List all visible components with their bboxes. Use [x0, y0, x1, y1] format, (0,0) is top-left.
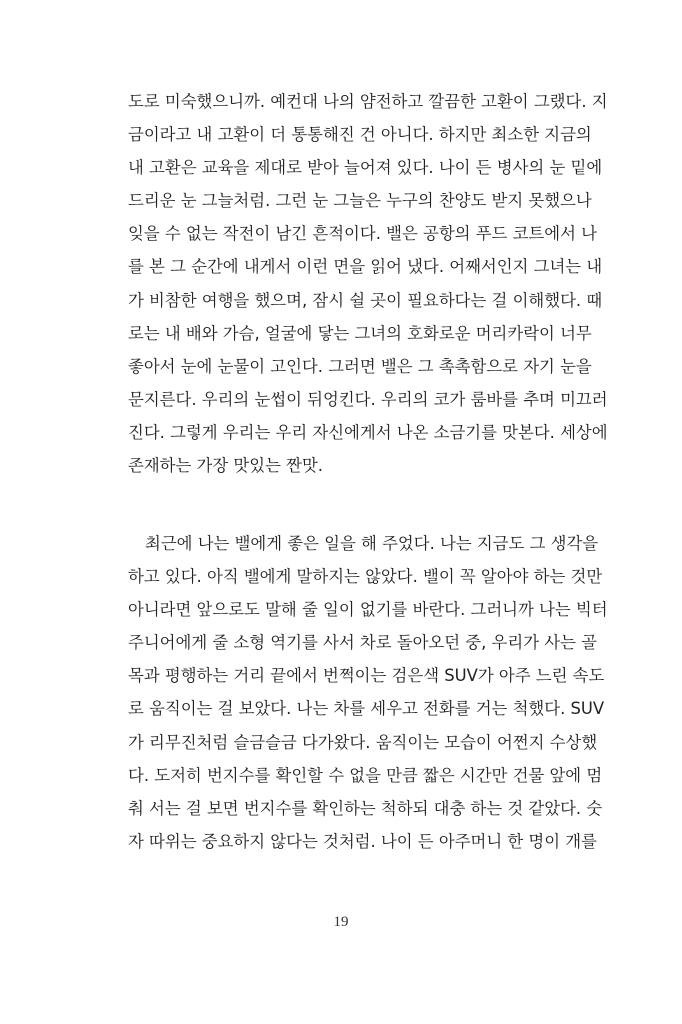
text-line: 가 리무진처럼 슬금슬금 다가왔다. 움직이는 모습이 어쩐지 수상했 [128, 732, 598, 752]
text-line: 로는 내 배와 가슴, 얼굴에 닿는 그녀의 호화로운 머리카락이 너무 [128, 323, 592, 343]
text-line: 좋아서 눈에 눈물이 고인다. 그러면 밸은 그 촉촉함으로 자기 눈을 [128, 356, 592, 376]
text-line: 내 고환은 교육을 제대로 받아 늘어져 있다. 나이 든 병사의 눈 밑에 [128, 158, 603, 178]
page-number: 19 [333, 914, 349, 930]
text-line: 를 본 그 순간에 내게서 이런 면을 읽어 냈다. 어째서인지 그녀는 내 [128, 257, 603, 277]
text-line: 존재하는 가장 맛있는 짠맛. [128, 456, 324, 476]
text-line: 아니라면 앞으로도 말해 줄 일이 없기를 바란다. 그러니까 나는 빅터 [128, 600, 608, 620]
text-line: 목과 평행하는 거리 끝에서 번쩍이는 검은색 SUV가 아주 느린 속도 [128, 666, 605, 686]
text-line: 주니어에게 줄 소형 역기를 사서 차로 돌아오던 중, 우리가 사는 골 [128, 633, 597, 653]
paragraph-1 [128, 85, 608, 482]
text-line: 자 따위는 중요하지 않다는 것처럼. 나이 든 아주머니 한 명이 개를 [128, 831, 597, 851]
text-line: 문지른다. 우리의 눈썹이 뒤엉킨다. 우리의 코가 룸바를 추며 미끄러 [128, 389, 608, 409]
text-line: 금이라고 내 고환이 더 통통해진 건 아니다. 하지만 최소한 지금의 [128, 125, 592, 145]
text-line: 하고 있다. 아직 밸에게 말하지는 않았다. 밸이 꼭 알아야 하는 것만 [128, 567, 603, 587]
text-line: 진다. 그렇게 우리는 우리 자신에게서 나온 소금기를 맛본다. 세상에 [128, 422, 608, 442]
text-line: 가 비참한 여행을 했으며, 잠시 쉴 곳이 필요하다는 걸 이해했다. 때 [128, 290, 603, 310]
text-line: 잊을 수 없는 작전이 남긴 흔적이다. 밸은 공항의 푸드 코트에서 나 [128, 224, 597, 244]
text-line: 다. 도저히 번지수를 확인할 수 없을 만큼 짧은 시간만 건물 앞에 멈 [128, 765, 603, 785]
text-line: 도로 미숙했으니까. 예컨대 나의 얌전하고 깔끔한 고환이 그랬다. 지 [128, 92, 608, 111]
text-line: 드리운 눈 그늘처럼. 그런 눈 그늘은 누구의 찬양도 받지 못했으나 [128, 191, 592, 211]
text-line: 로 움직이는 걸 보았다. 나는 차를 세우고 전화를 거는 척했다. SUV [128, 699, 605, 719]
paragraph-2 [128, 527, 608, 858]
text-line: 최근에 나는 밸에게 좋은 일을 해 주었다. 나는 지금도 그 생각을 [145, 534, 599, 553]
text-line: 춰 서는 걸 보면 번지수를 확인하는 척하되 대충 하는 것 같았다. 숫 [128, 798, 603, 818]
